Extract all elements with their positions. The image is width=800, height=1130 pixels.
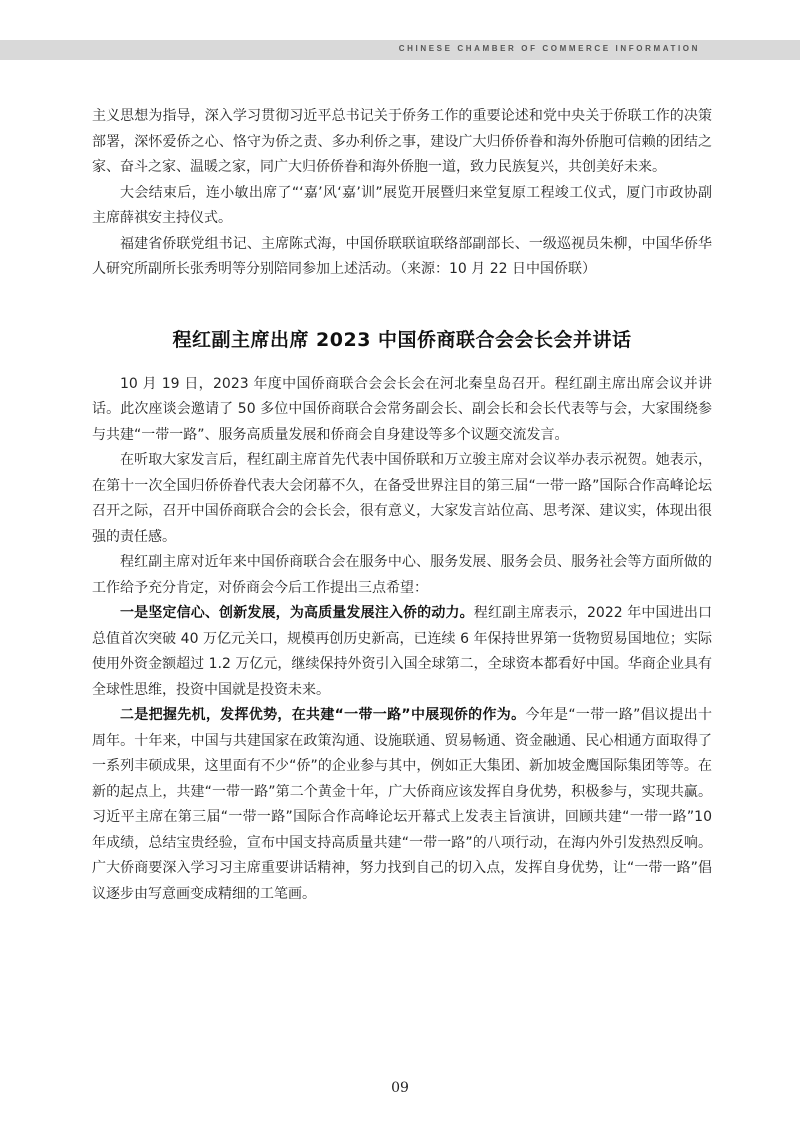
point-2-lead: 二是把握先机，发挥优势，在共建“一带一路”中展现侨的作为。 <box>120 707 526 723</box>
publication-header: CHINESE CHAMBER OF COMMERCE INFORMATION <box>398 44 700 53</box>
page-content <box>92 104 712 907</box>
prev-article-text: 福建省侨联党组书记、主席陈式海，中国侨联联谊联络部副部长、一级巡视员朱柳，中国华侨华人研究所副所长张秀明等分别陪同参加上述活动。 <box>92 235 712 277</box>
prev-article-paragraph: 大会结束后，连小敏出席了“‘嘉’风‘嘉’训”展览开展暨归来堂复原工程竣工仪式，厦门市政协副主席薛祺安主持仪式。 <box>92 184 712 226</box>
point-1-body: 程红副主席表示，2022 年中国进出口总值首次突破 40 万亿元关口，规模再创历史新高，已连续 6 年保持世界第一货物贸易国地位；实际使用外资金额超过 1.2 万亿元，继续保持外资引入国全球第二，全球资本都看好中国。华商企业具有全球性思维，投资中国就是投资未来。 <box>92 605 712 698</box>
prev-article-paragraph: 主义思想为指导，深入学习贯彻习近平总书记关于侨务工作的重要论述和党中央关于侨联工作的决策部署，深怀爱侨之心、恪守为侨之责、多办利侨之事，建设广大归侨侨眷和海外侨胞可信赖的团结之家、奋斗之家、温暖之家，同广大归侨侨眷和海外侨胞一道，致力民族复兴，共创美好未来。 <box>92 108 712 175</box>
article-paragraph: 程红副主席对近年来中国侨商联合会在服务中心、服务发展、服务会员、服务社会等方面所做的工作给予充分肯定，对侨商会今后工作提出三点希望： <box>92 554 712 596</box>
prev-article-paragraph <box>92 232 712 283</box>
article-title: 程红副主席出席 2023 中国侨商联合会会长会并讲话 <box>172 328 632 351</box>
page-number: 09 <box>391 1080 409 1096</box>
article-paragraph: 10 月 19 日，2023 年度中国侨商联合会会长会在河北秦皇岛召开。程红副主席出席会议并讲话。此次座谈会邀请了 50 多位中国侨商联合会常务副会长、副会长和会长代表等与会，大家围绕参与共建“一带一路”、服务高质量发展和侨商会自身建设等多个议题交流发言。 <box>92 375 712 443</box>
source-note: （来源：10 月 22 日中国侨联） <box>400 261 596 277</box>
article-point-1 <box>92 601 712 703</box>
point-1-lead: 一是坚定信心、创新发展，为高质量发展注入侨的动力。 <box>120 605 474 621</box>
point-2-body: 今年是“一带一路”倡议提出十周年。十年来，中国与共建国家在政策沟通、设施联通、贸易畅通、资金融通、民心相通方面取得了一系列丰硕成果，这里面有不少“侨”的企业参与其中，例如正大集团、新加坡金鹰国际集团等等。在新的起点上，共建“一带一路”第二个黄金十年，广大侨商应该发挥自身优势，积极参与，实现共赢。习近平主席在第三届“一带一路”国际合作高峰论坛开幕式上发表主旨演讲，回顾共建“一带一路”10 年成绩，总结宝贵经验，宣布中国支持高质量共建“一带一路”的八项行动，在海内外引发热烈反响。广大侨商要深入学习习主席重要讲话精神，努力找到自己的切入点，发挥自身优势，让“一带一路”倡议逐步由写意画变成精细的工笔画。 <box>92 707 712 902</box>
article-paragraph: 在听取大家发言后，程红副主席首先代表中国侨联和万立骏主席对会议举办表示祝贺。她表示，在第十一次全国归侨侨眷代表大会闭幕不久，在备受世界注目的第三届“一带一路”国际合作高峰论坛召开之际，召开中国侨商联合会的会长会，很有意义，大家发言站位高、思考深、建议实，体现出很强的责任感。 <box>92 452 712 545</box>
article-point-2 <box>92 703 712 907</box>
